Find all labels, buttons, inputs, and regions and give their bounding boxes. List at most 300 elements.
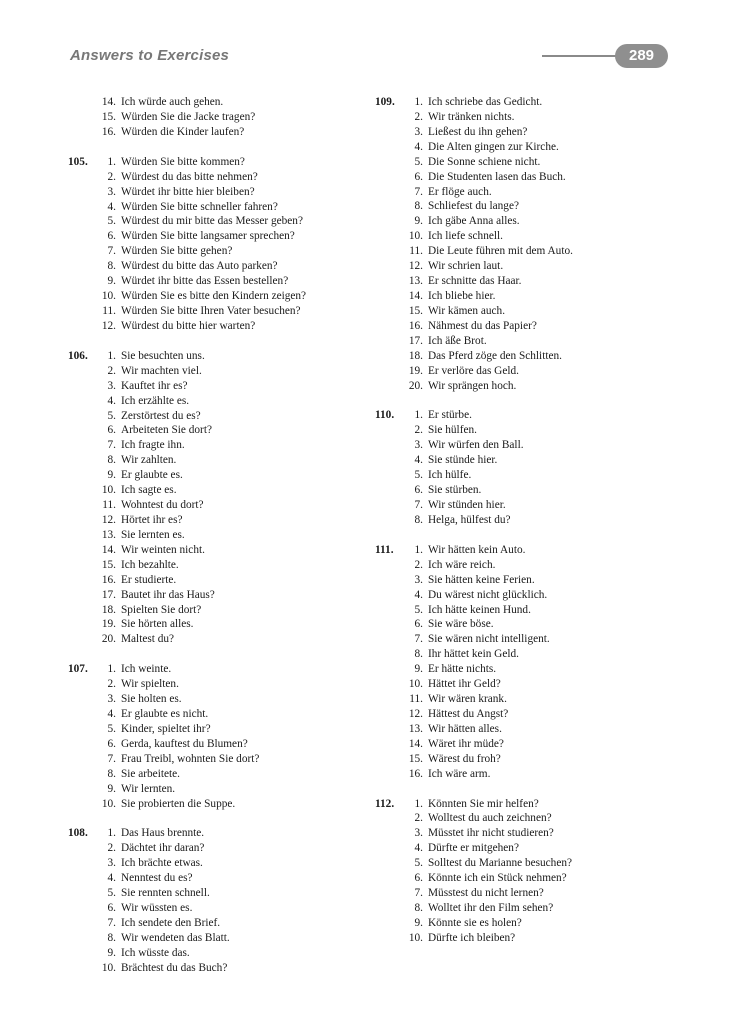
answer-text: Wir wendeten das Blatt. bbox=[121, 931, 230, 944]
answer-item bbox=[68, 767, 388, 782]
answer-text: Würdet ihr bitte das Essen bestellen? bbox=[121, 275, 289, 288]
item-number: 15. bbox=[101, 558, 116, 571]
answer-item bbox=[68, 826, 388, 841]
answer-item bbox=[375, 513, 695, 528]
answer-item bbox=[68, 901, 388, 916]
item-number: 7. bbox=[107, 439, 116, 452]
item-number: 15. bbox=[408, 304, 423, 317]
answer-text: Er verlöre das Geld. bbox=[428, 364, 519, 377]
answer-text: Sie wäre böse. bbox=[428, 618, 494, 631]
item-number: 8. bbox=[107, 454, 116, 467]
item-number: 18. bbox=[408, 349, 423, 362]
answer-item bbox=[68, 513, 388, 528]
answer-item bbox=[375, 662, 695, 677]
answer-item bbox=[68, 782, 388, 797]
item-number: 11. bbox=[102, 499, 116, 512]
answer-text: Wir spielten. bbox=[121, 678, 179, 691]
item-number: 6. bbox=[107, 424, 116, 437]
item-number: 13. bbox=[408, 722, 423, 735]
answer-item bbox=[68, 423, 388, 438]
item-number: 6. bbox=[107, 230, 116, 243]
answer-item bbox=[375, 707, 695, 722]
answer-text: Würdest du bitte das Auto parken? bbox=[121, 260, 278, 273]
answer-text: Wir wüssten es. bbox=[121, 902, 193, 915]
answer-item bbox=[68, 677, 388, 692]
answer-item bbox=[68, 438, 388, 453]
item-number: 2. bbox=[414, 812, 423, 825]
item-number: 4. bbox=[414, 140, 423, 153]
item-number: 12. bbox=[408, 260, 423, 273]
item-number: 17. bbox=[408, 334, 423, 347]
answer-item bbox=[68, 528, 388, 543]
exercise-block bbox=[68, 662, 388, 811]
answer-item bbox=[375, 199, 695, 214]
item-number: 9. bbox=[414, 215, 423, 228]
item-number: 5. bbox=[414, 155, 423, 168]
answer-item bbox=[68, 110, 388, 125]
answer-text: Würdest du bitte hier warten? bbox=[121, 319, 256, 332]
answer-text: Sie rennten schnell. bbox=[121, 887, 210, 900]
answer-item bbox=[375, 289, 695, 304]
answer-item bbox=[375, 334, 695, 349]
item-number: 3. bbox=[414, 125, 423, 138]
item-number: 10. bbox=[408, 230, 423, 243]
item-number: 10. bbox=[101, 290, 116, 303]
answer-item bbox=[68, 453, 388, 468]
item-number: 16. bbox=[408, 319, 423, 332]
answer-text: Dürfte ich bleiben? bbox=[428, 931, 516, 944]
answer-item bbox=[68, 200, 388, 215]
answer-text: Die Sonne schiene nicht. bbox=[428, 155, 541, 168]
answer-text: Ließest du ihn gehen? bbox=[428, 125, 528, 138]
answer-item bbox=[375, 558, 695, 573]
answer-text: Ich sagte es. bbox=[121, 484, 177, 497]
item-number: 2. bbox=[107, 678, 116, 691]
answer-item bbox=[68, 274, 388, 289]
item-number: 3. bbox=[107, 693, 116, 706]
answer-item bbox=[375, 767, 695, 782]
exercise-number: 107. bbox=[68, 663, 88, 676]
item-number: 3. bbox=[107, 857, 116, 870]
item-number: 4. bbox=[107, 872, 116, 885]
answer-item bbox=[375, 453, 695, 468]
answer-text: Das Haus brennte. bbox=[121, 827, 205, 840]
answer-text: Zerstörtest du es? bbox=[121, 409, 201, 422]
answer-item bbox=[375, 408, 695, 423]
answer-text: Würden Sie die Jacke tragen? bbox=[121, 110, 256, 123]
answer-text: Müsstest du nicht lernen? bbox=[428, 887, 544, 900]
answer-text: Wir sprängen hoch. bbox=[428, 379, 517, 392]
item-number: 2. bbox=[107, 170, 116, 183]
answer-item bbox=[375, 423, 695, 438]
item-number: 10. bbox=[101, 484, 116, 497]
answer-item bbox=[68, 916, 388, 931]
answer-item bbox=[375, 632, 695, 647]
item-number: 20. bbox=[408, 379, 423, 392]
answer-text: Ihr hättet kein Geld. bbox=[428, 648, 519, 661]
answer-text: Du wärest nicht glücklich. bbox=[428, 588, 548, 601]
answer-text: Gerda, kauftest du Blumen? bbox=[121, 737, 248, 750]
item-number: 3. bbox=[414, 573, 423, 586]
answer-item bbox=[375, 811, 695, 826]
item-number: 7. bbox=[107, 917, 116, 930]
item-number: 11. bbox=[102, 304, 116, 317]
item-number: 4. bbox=[107, 708, 116, 721]
answer-text: Sie stünde hier. bbox=[428, 454, 498, 467]
answer-text: Solltest du Marianne besuchen? bbox=[428, 857, 572, 870]
answer-item bbox=[375, 543, 695, 558]
page-number-badge: 289 bbox=[615, 44, 668, 68]
answer-text: Wir kämen auch. bbox=[428, 304, 506, 317]
answer-item bbox=[68, 379, 388, 394]
answer-text: Arbeiteten Sie dort? bbox=[121, 424, 212, 437]
answer-text: Ich fragte ihn. bbox=[121, 439, 185, 452]
answer-item bbox=[375, 140, 695, 155]
item-number: 5. bbox=[414, 857, 423, 870]
answer-item bbox=[68, 468, 388, 483]
answer-item bbox=[68, 214, 388, 229]
answer-item bbox=[68, 886, 388, 901]
answer-item bbox=[375, 588, 695, 603]
answer-item bbox=[375, 468, 695, 483]
exercise-block bbox=[68, 95, 388, 140]
answer-text: Wolltest du auch zeichnen? bbox=[428, 812, 552, 825]
answer-text: Das Pferd zöge den Schlitten. bbox=[428, 349, 562, 362]
item-number: 5. bbox=[107, 722, 116, 735]
item-number: 7. bbox=[414, 185, 423, 198]
item-number: 10. bbox=[101, 797, 116, 810]
exercise-block bbox=[375, 408, 695, 527]
answer-text: Würden Sie es bitte den Kindern zeigen? bbox=[121, 290, 307, 303]
answer-text: Wäret ihr müde? bbox=[428, 737, 504, 750]
answer-item bbox=[375, 244, 695, 259]
item-number: 8. bbox=[107, 931, 116, 944]
answer-text: Würden die Kinder laufen? bbox=[121, 125, 245, 138]
page-header bbox=[70, 44, 670, 70]
answer-item bbox=[68, 409, 388, 424]
answer-text: Wir stünden hier. bbox=[428, 498, 506, 511]
answer-text: Wir hätten alles. bbox=[428, 722, 502, 735]
answer-item bbox=[375, 647, 695, 662]
item-number: 18. bbox=[101, 603, 116, 616]
item-number: 1. bbox=[107, 155, 116, 168]
answer-text: Ich erzählte es. bbox=[121, 394, 190, 407]
answer-text: Würden Sie bitte Ihren Vater besuchen? bbox=[121, 304, 301, 317]
item-number: 8. bbox=[414, 513, 423, 526]
item-number: 16. bbox=[101, 573, 116, 586]
item-number: 9. bbox=[107, 469, 116, 482]
item-number: 5. bbox=[414, 469, 423, 482]
answer-text: Wir würfen den Ball. bbox=[428, 439, 524, 452]
answer-item bbox=[68, 543, 388, 558]
answer-text: Die Studenten lasen das Buch. bbox=[428, 170, 566, 183]
answer-text: Wir machten viel. bbox=[121, 364, 202, 377]
answer-text: Dächtet ihr daran? bbox=[121, 842, 205, 855]
answer-item bbox=[68, 319, 388, 334]
item-number: 9. bbox=[107, 782, 116, 795]
answer-text: Nenntest du es? bbox=[121, 872, 193, 885]
answer-item bbox=[68, 185, 388, 200]
left-column bbox=[68, 95, 388, 976]
answer-text: Sie hülfen. bbox=[428, 424, 477, 437]
answer-item bbox=[68, 617, 388, 632]
answer-item bbox=[68, 841, 388, 856]
answer-item bbox=[375, 886, 695, 901]
answer-text: Er stürbe. bbox=[428, 409, 472, 422]
answer-item bbox=[375, 259, 695, 274]
exercise-block bbox=[375, 543, 695, 782]
item-number: 7. bbox=[414, 633, 423, 646]
answer-item bbox=[68, 573, 388, 588]
answer-item bbox=[68, 349, 388, 364]
item-number: 16. bbox=[101, 125, 116, 138]
item-number: 7. bbox=[107, 752, 116, 765]
answer-text: Ich weinte. bbox=[121, 663, 172, 676]
answer-item bbox=[375, 379, 695, 394]
answer-item bbox=[68, 603, 388, 618]
item-number: 7. bbox=[414, 498, 423, 511]
answer-item bbox=[68, 752, 388, 767]
answer-item bbox=[68, 259, 388, 274]
item-number: 11. bbox=[409, 693, 423, 706]
answer-text: Hättest du Angst? bbox=[428, 707, 509, 720]
item-number: 9. bbox=[107, 946, 116, 959]
answer-text: Sie besuchten uns. bbox=[121, 349, 205, 362]
exercise-block bbox=[375, 797, 695, 946]
item-number: 4. bbox=[414, 588, 423, 601]
answer-item bbox=[68, 961, 388, 976]
item-number: 17. bbox=[101, 588, 116, 601]
answer-item bbox=[68, 170, 388, 185]
answer-text: Würden Sie bitte kommen? bbox=[121, 155, 245, 168]
answer-item bbox=[375, 677, 695, 692]
answer-item bbox=[375, 603, 695, 618]
answer-text: Die Leute führen mit dem Auto. bbox=[428, 245, 573, 258]
item-number: 3. bbox=[107, 379, 116, 392]
item-number: 8. bbox=[107, 260, 116, 273]
exercise-number: 105. bbox=[68, 155, 88, 168]
answer-item bbox=[68, 946, 388, 961]
answer-text: Sie hörten alles. bbox=[121, 618, 194, 631]
answer-item bbox=[68, 364, 388, 379]
answer-text: Wir weinten nicht. bbox=[121, 543, 205, 556]
item-number: 14. bbox=[408, 737, 423, 750]
exercise-block bbox=[68, 155, 388, 334]
answer-item bbox=[68, 95, 388, 110]
answer-item bbox=[68, 931, 388, 946]
item-number: 7. bbox=[414, 887, 423, 900]
answer-text: Wir zahlten. bbox=[121, 454, 177, 467]
item-number: 2. bbox=[414, 558, 423, 571]
answer-item bbox=[375, 214, 695, 229]
answer-text: Würden Sie bitte langsamer sprechen? bbox=[121, 230, 295, 243]
answer-item bbox=[68, 692, 388, 707]
item-number: 3. bbox=[414, 827, 423, 840]
answer-item bbox=[375, 483, 695, 498]
answer-item bbox=[375, 722, 695, 737]
answer-item bbox=[68, 125, 388, 140]
answer-item bbox=[375, 931, 695, 946]
answer-text: Ich liefe schnell. bbox=[428, 230, 503, 243]
item-number: 1. bbox=[414, 797, 423, 810]
item-number: 3. bbox=[107, 185, 116, 198]
item-number: 5. bbox=[107, 215, 116, 228]
exercise-block bbox=[68, 826, 388, 975]
answer-text: Würdet ihr bitte hier bleiben? bbox=[121, 185, 255, 198]
answer-item bbox=[68, 289, 388, 304]
answer-item bbox=[68, 229, 388, 244]
item-number: 9. bbox=[414, 663, 423, 676]
item-number: 10. bbox=[408, 678, 423, 691]
item-number: 11. bbox=[409, 245, 423, 258]
answer-text: Sie wären nicht intelligent. bbox=[428, 633, 550, 646]
answer-item bbox=[68, 244, 388, 259]
answer-item bbox=[375, 797, 695, 812]
answer-item bbox=[375, 498, 695, 513]
answer-item bbox=[375, 274, 695, 289]
item-number: 1. bbox=[107, 663, 116, 676]
item-number: 7. bbox=[107, 245, 116, 258]
answer-item bbox=[68, 558, 388, 573]
exercise-number: 111. bbox=[375, 543, 394, 556]
item-number: 14. bbox=[101, 96, 116, 108]
answer-item bbox=[375, 170, 695, 185]
answer-item bbox=[68, 632, 388, 647]
answer-text: Wolltet ihr den Film sehen? bbox=[428, 902, 554, 915]
answer-text: Brächtest du das Buch? bbox=[121, 961, 228, 974]
item-number: 2. bbox=[107, 842, 116, 855]
item-number: 9. bbox=[414, 916, 423, 929]
answer-item bbox=[375, 155, 695, 170]
answer-text: Wir tränken nichts. bbox=[428, 110, 515, 123]
answer-item bbox=[375, 125, 695, 140]
answer-text: Ich würde auch gehen. bbox=[121, 96, 224, 108]
answer-item bbox=[68, 737, 388, 752]
header-rule bbox=[542, 55, 617, 57]
answer-text: Ich wäre reich. bbox=[428, 558, 496, 571]
item-number: 2. bbox=[414, 110, 423, 123]
item-number: 6. bbox=[414, 618, 423, 631]
answer-text: Ich hätte keinen Hund. bbox=[428, 603, 531, 616]
item-number: 6. bbox=[414, 484, 423, 497]
answer-text: Wir wären krank. bbox=[428, 693, 507, 706]
answer-text: Ich bliebe hier. bbox=[428, 289, 496, 302]
exercise-number: 112. bbox=[375, 797, 395, 810]
answer-item bbox=[375, 916, 695, 931]
item-number: 4. bbox=[414, 454, 423, 467]
answer-item bbox=[68, 662, 388, 677]
answer-text: Würdest du mir bitte das Messer geben? bbox=[121, 215, 303, 228]
answer-text: Würden Sie bitte gehen? bbox=[121, 245, 233, 258]
exercise-number: 109. bbox=[375, 96, 395, 108]
answer-text: Die Alten gingen zur Kirche. bbox=[428, 140, 559, 153]
answer-item bbox=[68, 394, 388, 409]
answer-text: Frau Treibl, wohnten Sie dort? bbox=[121, 752, 260, 765]
item-number: 16. bbox=[408, 767, 423, 780]
item-number: 19. bbox=[408, 364, 423, 377]
item-number: 1. bbox=[414, 543, 423, 556]
answer-text: Wir hätten kein Auto. bbox=[428, 543, 526, 556]
answer-item bbox=[375, 304, 695, 319]
item-number: 8. bbox=[414, 200, 423, 213]
answer-item bbox=[68, 483, 388, 498]
answer-text: Ich brächte etwas. bbox=[121, 857, 203, 870]
item-number: 6. bbox=[107, 902, 116, 915]
answer-item bbox=[68, 722, 388, 737]
item-number: 3. bbox=[414, 439, 423, 452]
exercise-number: 110. bbox=[375, 409, 395, 422]
answer-text: Könnte sie es holen? bbox=[428, 916, 522, 929]
answer-text: Spielten Sie dort? bbox=[121, 603, 202, 616]
answer-text: Kinder, spieltet ihr? bbox=[121, 722, 211, 735]
answer-text: Würdest du das bitte nehmen? bbox=[121, 170, 258, 183]
answer-item bbox=[68, 588, 388, 603]
answer-item bbox=[375, 364, 695, 379]
answer-item bbox=[375, 229, 695, 244]
answer-text: Er glaubte es nicht. bbox=[121, 708, 209, 721]
item-number: 15. bbox=[101, 110, 116, 123]
answer-text: Dürfte er mitgehen? bbox=[428, 842, 519, 855]
item-number: 20. bbox=[101, 633, 116, 646]
item-number: 1. bbox=[414, 96, 423, 108]
answer-item bbox=[68, 498, 388, 513]
answer-item bbox=[375, 573, 695, 588]
answer-item bbox=[375, 438, 695, 453]
exercise-number: 108. bbox=[68, 827, 88, 840]
item-number: 10. bbox=[101, 961, 116, 974]
item-number: 1. bbox=[107, 827, 116, 840]
answer-text: Könnte ich ein Stück nehmen? bbox=[428, 872, 567, 885]
answer-text: Sie holten es. bbox=[121, 693, 182, 706]
answer-item bbox=[68, 304, 388, 319]
answer-text: Ich gäbe Anna alles. bbox=[428, 215, 520, 228]
item-number: 5. bbox=[107, 409, 116, 422]
exercise-block bbox=[68, 349, 388, 647]
exercise-block bbox=[375, 95, 695, 393]
answer-text: Sie hätten keine Ferien. bbox=[428, 573, 535, 586]
item-number: 6. bbox=[107, 737, 116, 750]
answer-text: Wir schrien laut. bbox=[428, 260, 504, 273]
answer-item bbox=[375, 617, 695, 632]
answer-item bbox=[68, 871, 388, 886]
answer-item bbox=[68, 707, 388, 722]
answer-text: Ich schriebe das Gedicht. bbox=[428, 96, 543, 108]
item-number: 8. bbox=[107, 767, 116, 780]
answer-text: Er glaubte es. bbox=[121, 469, 183, 482]
item-number: 2. bbox=[107, 364, 116, 377]
answer-item bbox=[375, 110, 695, 125]
answer-item bbox=[375, 856, 695, 871]
item-number: 10. bbox=[408, 931, 423, 944]
answer-text: Hörtet ihr es? bbox=[121, 513, 183, 526]
item-number: 12. bbox=[101, 513, 116, 526]
answer-text: Ich wäre arm. bbox=[428, 767, 491, 780]
item-number: 19. bbox=[101, 618, 116, 631]
answer-item bbox=[375, 871, 695, 886]
answer-text: Sie probierten die Suppe. bbox=[121, 797, 236, 810]
answer-text: Er schnitte das Haar. bbox=[428, 275, 522, 288]
right-column bbox=[375, 95, 695, 946]
answer-item bbox=[375, 319, 695, 334]
answer-text: Ich wüsste das. bbox=[121, 946, 190, 959]
answer-text: Sie lernten es. bbox=[121, 528, 185, 541]
answer-text: Er flöge auch. bbox=[428, 185, 492, 198]
answer-item bbox=[375, 95, 695, 110]
running-head: Answers to Exercises bbox=[70, 47, 230, 64]
answer-item bbox=[375, 737, 695, 752]
answer-text: Maltest du? bbox=[121, 633, 175, 646]
item-number: 5. bbox=[107, 887, 116, 900]
